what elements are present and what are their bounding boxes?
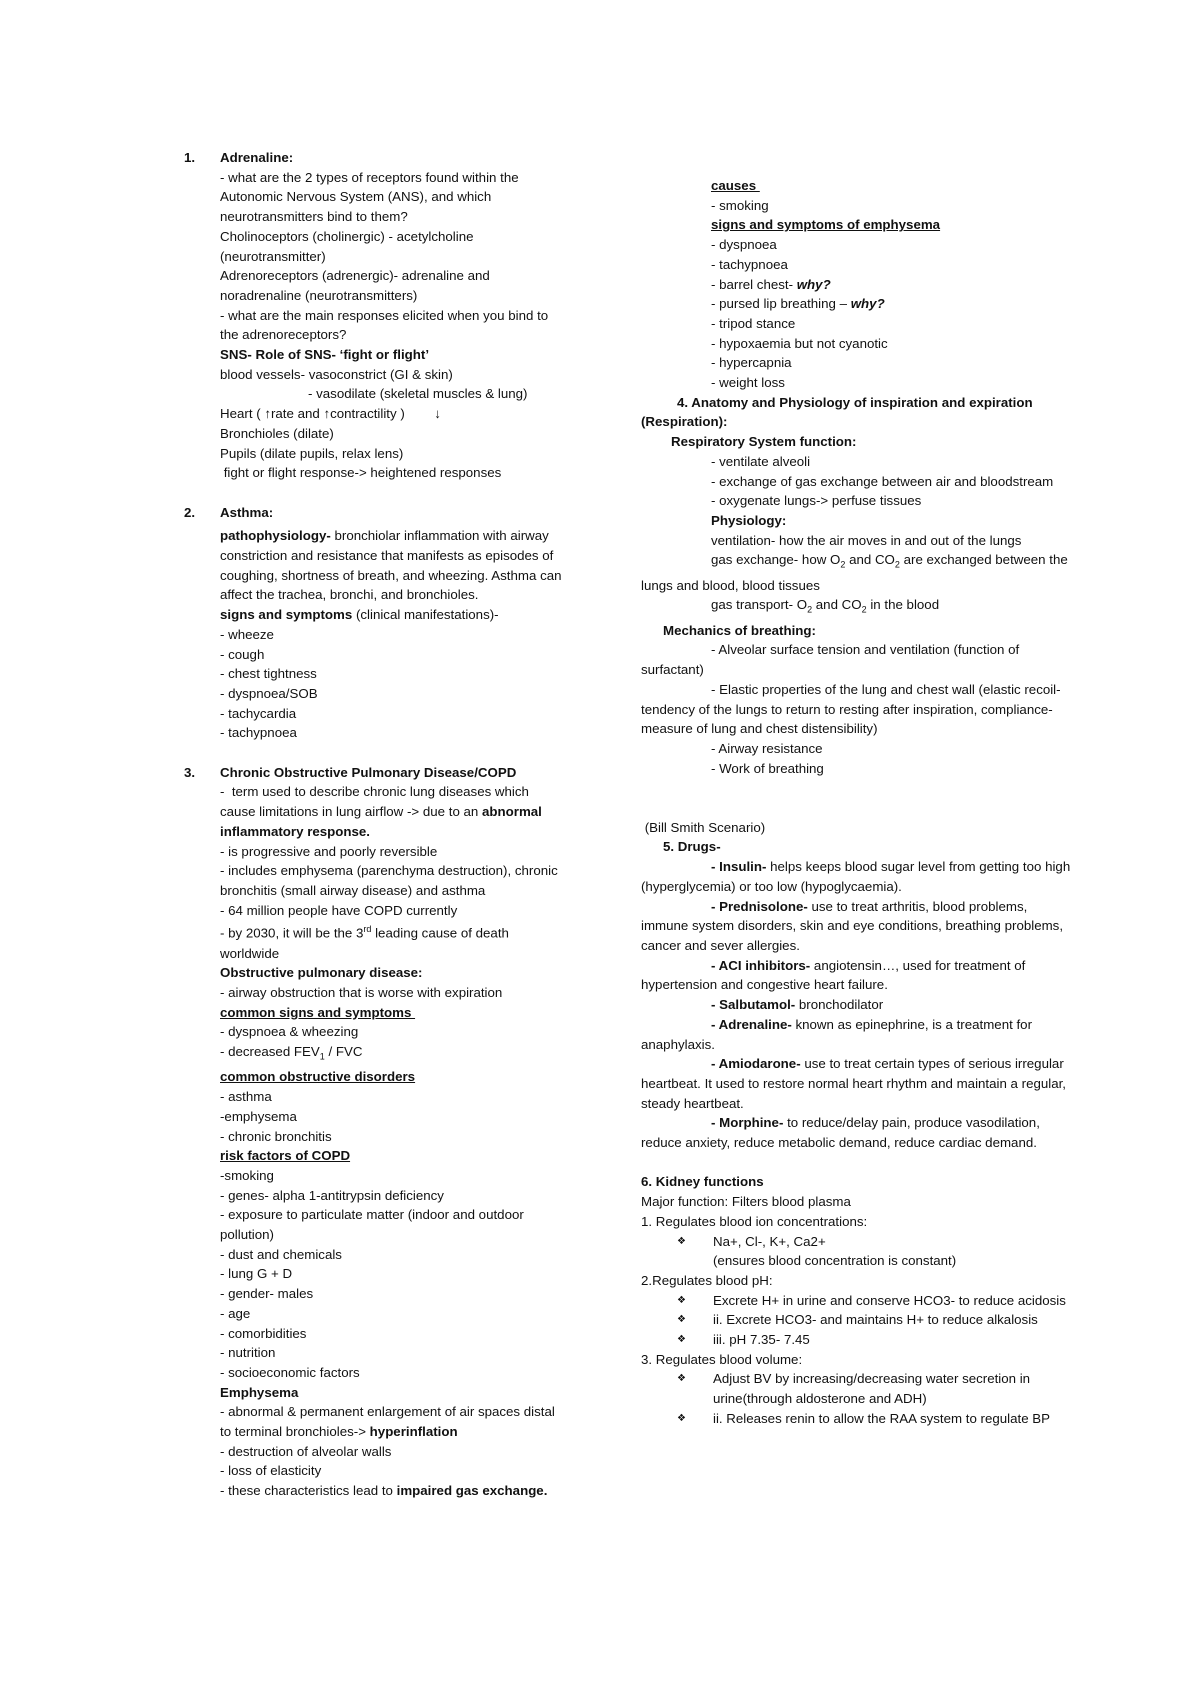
list-item: -emphysema: [220, 1108, 297, 1124]
text: leading cause of death worldwide: [220, 925, 513, 961]
list-item: - asthma: [220, 1089, 272, 1105]
list-item: - age: [220, 1305, 251, 1321]
subheading: Obstructive pulmonary disease:: [220, 965, 423, 981]
text: known as epinephrine, is a treatment for anaphylaxis.: [641, 1016, 1036, 1052]
drug-name: - Adrenaline-: [711, 1016, 792, 1032]
text-line: ventilation- how the air moves in and out of the lungs: [711, 532, 1022, 548]
text: angiotensin…, used for treatment of hypertension and congestive heart failure.: [641, 957, 1030, 993]
text-line: fight or flight response-> heightened responses: [220, 465, 502, 481]
list-item: - socioeconomic factors: [220, 1364, 360, 1380]
drug-item: [641, 1054, 1071, 1113]
list-item: - ventilate alveoli: [711, 453, 811, 469]
text: bronchodilator: [795, 997, 884, 1013]
text: impaired gas exchange.: [396, 1483, 548, 1499]
text: and CO: [812, 597, 862, 613]
section-number: 2.: [184, 504, 196, 520]
text-line: - vasodilate (skeletal muscles & lung): [308, 386, 528, 402]
subscript: 2: [807, 605, 813, 616]
text-line: - what are the 2 types of receptors found within the Autonomic Nervous System (ANS), and which neurotransmitters bind to them?: [220, 169, 522, 225]
list-item: - hypoxaemia but not cyanotic: [711, 335, 888, 351]
left-column: [172, 148, 566, 1501]
drug-item: [641, 995, 1071, 1015]
text-line: - 64 million people have COPD currently: [220, 902, 458, 918]
list-item: - gender- males: [220, 1286, 314, 1302]
list-item: - chronic bronchitis: [220, 1128, 332, 1144]
list-item: - Work of breathing: [711, 760, 824, 776]
list-item: - oxygenate lungs-> perfuse tissues: [711, 493, 922, 509]
subheading: Emphysema: [220, 1384, 299, 1400]
text: - pursed lip breathing –: [711, 296, 851, 312]
text-line: Bronchioles (dilate): [220, 425, 334, 441]
label: pathophysiology-: [220, 528, 331, 544]
text: (ensures blood concentration is constant): [713, 1253, 957, 1269]
list-item: - tachypnoea: [220, 725, 297, 741]
bullet-item: ❖ Adjust BV by increasing/decreasing water secretion in urine(through aldosterone and ADH): [641, 1369, 1071, 1408]
section-copd: [172, 763, 562, 1501]
subscript: 2: [840, 560, 846, 571]
text: abnormal inflammatory response.: [220, 804, 546, 839]
bullet-item: ❖ ii. Excrete HCO3- and maintains H+ to reduce alkalosis: [641, 1310, 1071, 1330]
list-item: - exposure to particulate matter (indoor and outdoor pollution): [220, 1207, 528, 1243]
subheading: Physiology:: [711, 512, 787, 528]
text: ❖ Na+, Cl-, K+, Ca2+: [713, 1233, 826, 1249]
text-line: [220, 782, 562, 841]
section-number: 3.: [184, 764, 196, 780]
list-item: - hypercapnia: [711, 355, 792, 371]
text-line: Cholinoceptors (cholinergic) - acetylcholine (neurotransmitter): [220, 228, 478, 264]
text: - these characteristics lead to: [220, 1483, 397, 1499]
drug-item: [641, 956, 1071, 995]
list-item: - tachycardia: [220, 705, 297, 721]
drug-name: - Morphine-: [711, 1115, 784, 1131]
drug-item: [641, 897, 1071, 956]
text: why?: [796, 276, 831, 292]
text-line: - dyspnoea & wheezing: [220, 1024, 359, 1040]
text-line: 1. Regulates blood ion concentrations:: [641, 1213, 868, 1229]
subscript: 2: [861, 605, 867, 616]
text-line: - is progressive and poorly reversible: [220, 843, 438, 859]
subheading: causes: [711, 178, 760, 193]
text-line: [220, 1042, 562, 1067]
drug-name: - Amiodarone-: [711, 1056, 801, 1072]
section-title: Adrenaline:: [220, 150, 294, 165]
list-item: - Elastic properties of the lung and chest wall (elastic recoil- tendency of the lungs to return to resting after inspiration, compliance- measure of lung and chest distensibility): [641, 681, 1065, 737]
text: bronchiolar inflammation with airway constriction and resistance that manifests as episodes of coughing, shortness of breath, and wheezing. Asthma can affect the trachea, bronchi, and bronchioles.: [220, 528, 566, 603]
section-title: Asthma:: [220, 504, 274, 520]
bullet-item: ❖ Excrete H+ in urine and conserve HCO3- to reduce acidosis: [641, 1291, 1071, 1311]
bullet-item: [641, 1232, 1071, 1271]
text-line: [641, 550, 1071, 595]
list-item: - comorbidities: [220, 1325, 307, 1341]
drug-name: - ACI inhibitors-: [711, 957, 811, 973]
list-item: - cough: [220, 646, 265, 662]
text: use to treat certain types of serious irregular heartbeat. It used to restore normal heart rhythm and maintain a regular, steady heartbeat.: [641, 1056, 1070, 1111]
text: in the blood: [866, 597, 940, 613]
superscript: rd: [363, 924, 372, 935]
list-item: - exchange of gas exchange between air and bloodstream: [711, 473, 1054, 489]
list-item: - dyspnoea: [711, 237, 777, 253]
list-item: - genes- alpha 1-antitrypsin deficiency: [220, 1187, 444, 1203]
text-line: Pupils (dilate pupils, relax lens): [220, 445, 404, 461]
text: gas transport- O: [711, 597, 808, 613]
text: (clinical manifestations)-: [352, 607, 499, 623]
subheading: Mechanics of breathing:: [663, 622, 816, 638]
text-line: - airway obstruction that is worse with expiration: [220, 984, 503, 1000]
subheading: risk factors of COPD: [220, 1148, 351, 1164]
text-line: [220, 1481, 562, 1501]
text: - abnormal & permanent enlargement of air spaces distal to terminal bronchioles->: [220, 1404, 559, 1440]
drug-item: [641, 1015, 1071, 1054]
list-item: [641, 275, 1071, 295]
list-item: - lung G + D: [220, 1266, 293, 1282]
text: - decreased FEV: [220, 1044, 320, 1060]
section-title: Chronic Obstructive Pulmonary Disease/COPD: [220, 764, 517, 780]
list-item: - smoking: [711, 197, 769, 213]
list-item: [641, 294, 1071, 314]
text-line: [641, 595, 1071, 620]
text: why?: [850, 296, 885, 312]
text: - barrel chest-: [711, 276, 797, 292]
list-item: - wheeze: [220, 626, 274, 642]
list-item: - weight loss: [711, 375, 785, 391]
list-item: - dust and chemicals: [220, 1246, 342, 1262]
text: helps keeps blood sugar level from getting too high (hyperglycemia) or too low (hypoglycaemia).: [641, 859, 1074, 894]
list-item: - dyspnoea/SOB: [220, 685, 318, 701]
list-item: - Airway resistance: [711, 741, 823, 756]
subheading: Respiratory System function:: [671, 434, 857, 450]
subscript: 2: [894, 560, 900, 571]
text: gas exchange- how O: [711, 552, 841, 568]
text: are exchanged between the lungs and blood, blood tissues: [641, 552, 1072, 593]
drug-name: - Insulin-: [711, 859, 767, 875]
text-line: blood vessels- vasoconstrict (GI & skin): [220, 366, 453, 382]
text: / FVC: [324, 1044, 363, 1060]
list-item: -smoking: [220, 1167, 274, 1183]
text-line: SNS- Role of SNS- ‘fight or flight’: [220, 347, 430, 363]
text: - by 2030, it will be the 3: [220, 925, 364, 941]
drug-name: - Prednisolone-: [711, 898, 808, 914]
bullet-item: ❖ iii. pH 7.35- 7.45: [641, 1330, 1071, 1350]
section-title: 5. Drugs-: [663, 839, 721, 855]
text-line: [220, 920, 562, 963]
text-line: [220, 1402, 562, 1441]
text-line: - loss of elasticity: [220, 1463, 322, 1479]
subheading: common obstructive disorders: [220, 1069, 416, 1085]
text: use to treat arthritis, blood problems, immune system disorders, skin and eye conditions, breathing problems, cancer and sever allergies.: [641, 898, 1067, 953]
drug-name: - Salbutamol-: [711, 997, 796, 1013]
list-item: - chest tightness: [220, 666, 317, 682]
section-number: 1.: [184, 150, 196, 165]
text: to reduce/delay pain, produce vasodilation, reduce anxiety, reduce metabolic demand, reduce cardiac demand.: [641, 1115, 1044, 1151]
list-item: - tachypnoea: [711, 256, 788, 272]
section-adrenaline: [172, 148, 562, 483]
list-item: - Alveolar surface tension and ventilation (function of surfactant): [641, 642, 1023, 678]
text-line: Heart ( ↑rate and ↑contractility ) ↓: [220, 406, 441, 422]
text-line: Major function: Filters blood plasma: [641, 1194, 851, 1210]
right-column: [641, 176, 1074, 1429]
text-line: [220, 605, 562, 625]
section-asthma: [172, 503, 566, 743]
scenario-label: (Bill Smith Scenario): [641, 819, 766, 835]
drug-item: [641, 1113, 1071, 1152]
subscript: 1: [319, 1051, 325, 1062]
text: - term used to describe chronic lung diseases which cause limitations in lung airflow -> due to an: [220, 784, 533, 820]
drug-item: [641, 857, 1074, 896]
list-item: - tripod stance: [711, 315, 796, 331]
text-line: - includes emphysema (parenchyma destruction), chronic bronchitis (small airway disease) and asthma: [220, 863, 562, 898]
text: and CO: [845, 552, 895, 568]
list-item: - nutrition: [220, 1345, 276, 1361]
section-title: 6. Kidney functions: [641, 1174, 764, 1190]
text-line: 3. Regulates blood volume:: [641, 1351, 803, 1367]
section-title: 4. Anatomy and Physiology of inspiration and expiration (Respiration):: [641, 394, 1037, 430]
subheading: signs and symptoms of emphysema: [711, 217, 941, 233]
text-line: - destruction of alveolar walls: [220, 1443, 392, 1459]
text-line: 2.Regulates blood pH:: [641, 1272, 773, 1288]
text-line: [220, 526, 566, 605]
bullet-item: ❖ ii. Releases renin to allow the RAA system to regulate BP: [641, 1409, 1071, 1429]
subheading: common signs and symptoms: [220, 1004, 416, 1020]
label: signs and symptoms: [220, 607, 353, 623]
text-line: Adrenoreceptors (adrenergic)- adrenaline and noradrenaline (neurotransmitters): [220, 268, 494, 303]
text-line: - what are the main responses elicited when you bind to the adrenoreceptors?: [220, 307, 552, 343]
text: hyperinflation: [369, 1424, 458, 1440]
